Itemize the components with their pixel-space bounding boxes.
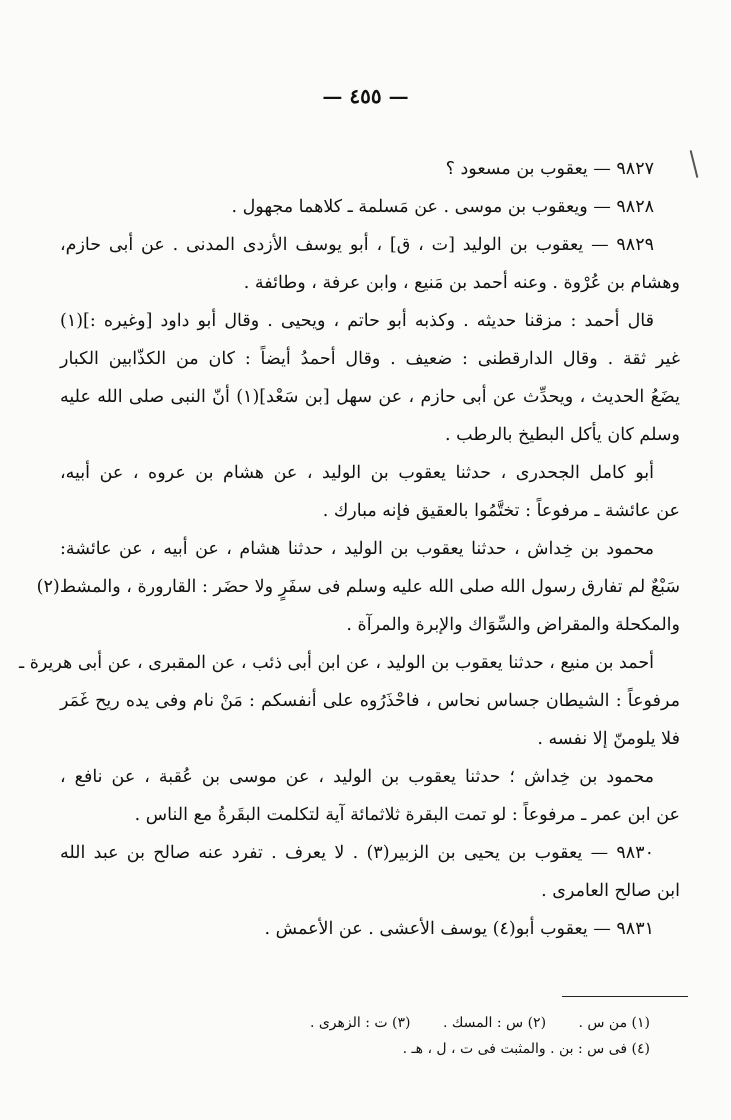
text-line: قال أحمد : مزقنا حديثه . وكذبه أبو حاتم ، ويحيى . وقال أبو داود [وغيره :](١)	[60, 311, 654, 331]
text-line: أحمد بن منيع ، حدثنا يعقوب بن الوليد ، عن ابن أبى ذئب ، عن المقبرى ، عن أبى هريرة ـ	[19, 653, 654, 673]
footnote-row	[230, 1010, 650, 1036]
text-line: وسلم كان يأكل البطيخ بالرطب .	[445, 425, 680, 445]
entry-9829: ٩٨٢٩ — يعقوب بن الوليد [ت ، ق] ، أبو يوسف الأزدى المدنى . عن أبى حازم،	[60, 235, 654, 255]
footnote-2: (٢) س : المسك .	[442, 1015, 547, 1031]
entry-9828: ٩٨٢٨ — ويعقوب بن موسى . عن مَسلمة ـ كلاهما مجهول .	[231, 197, 654, 217]
text-line: محمود بن خِداش ، حدثنا يعقوب بن الوليد ، حدثنا هشام ، عن أبيه ، عن عائشة:	[60, 539, 654, 559]
main-text	[19, 150, 680, 948]
entry-9827: ٩٨٢٧ — يعقوب بن مسعود ؟	[445, 159, 654, 179]
footnote-3: (٣) ت : الزهرى .	[309, 1015, 411, 1031]
footnote-divider	[562, 996, 688, 997]
text-line: مرفوعاً : الشيطان جساس نحاس ، فاحْذَرُوه على أنفسكم : مَنْ نام وفى يده ريح غَمَر	[60, 691, 680, 711]
footnote-4: (٤) فى س : بن . والمثبت فى ت ، ل ، هـ .	[402, 1041, 650, 1057]
text-line: يضَعُ الحديث ، ويحدِّث عن أبى حازم ، عن سهل [بن سَعْد](١) أنّ النبى صلى الله عليه	[60, 387, 680, 407]
entry-9830: ٩٨٣٠ — يعقوب بن يحيى بن الزبير(٣) . لا يعرف . تفرد عنه صالح بن عبد الله	[60, 843, 654, 863]
text-line: غير ثقة . وقال الدارقطنى : ضعيف . وقال أحمدُ أيضاً : كان من الكذّابين الكبار	[60, 349, 680, 369]
text-line: أبو كامل الجحدرى ، حدثنا يعقوب بن الوليد ، عن هشام بن عروه ، عن أبيه،	[60, 463, 654, 483]
text-line: سَبْعٌ لم تفارق رسول الله صلى الله عليه وسلم فى سفَرٍ ولا حضَر : القارورة ، والمشط(٢)	[36, 577, 680, 597]
text-line: عن ابن عمر ـ مرفوعاً : لو تمت البقرة ثلاثمائة آية لتكلمت البقَرةُ مع الناس .	[134, 805, 680, 825]
margin-mark	[690, 150, 699, 178]
text-line: محمود بن خِداش ؛ حدثنا يعقوب بن الوليد ، عن موسى بن عُقبة ، عن نافع ،	[60, 767, 654, 787]
text-line: وهشام بن عُرْوة . وعنه أحمد بن مَنيع ، وابن عرفة ، وطائفة .	[243, 273, 680, 293]
entry-9831: ٩٨٣١ — يعقوب أبو(٤) يوسف الأعشى . عن الأعمش .	[264, 919, 654, 939]
text-line: فلا يلومنّ إلا نفسه .	[537, 729, 680, 749]
footnote-row	[230, 1036, 650, 1062]
text-line: ابن صالح العامرى .	[541, 881, 680, 901]
footnote-1: (١) من س .	[578, 1015, 650, 1031]
page-number: — ٤٥٥ —	[322, 84, 409, 108]
footnotes	[230, 1010, 650, 1062]
text-line: والمكحلة والمقراض والسِّوَاك والإبرة والمرآة .	[346, 615, 680, 635]
text-line: عن عائشة ـ مرفوعاً : تختَّمُوا بالعقيق فإنه مبارك .	[322, 501, 680, 521]
